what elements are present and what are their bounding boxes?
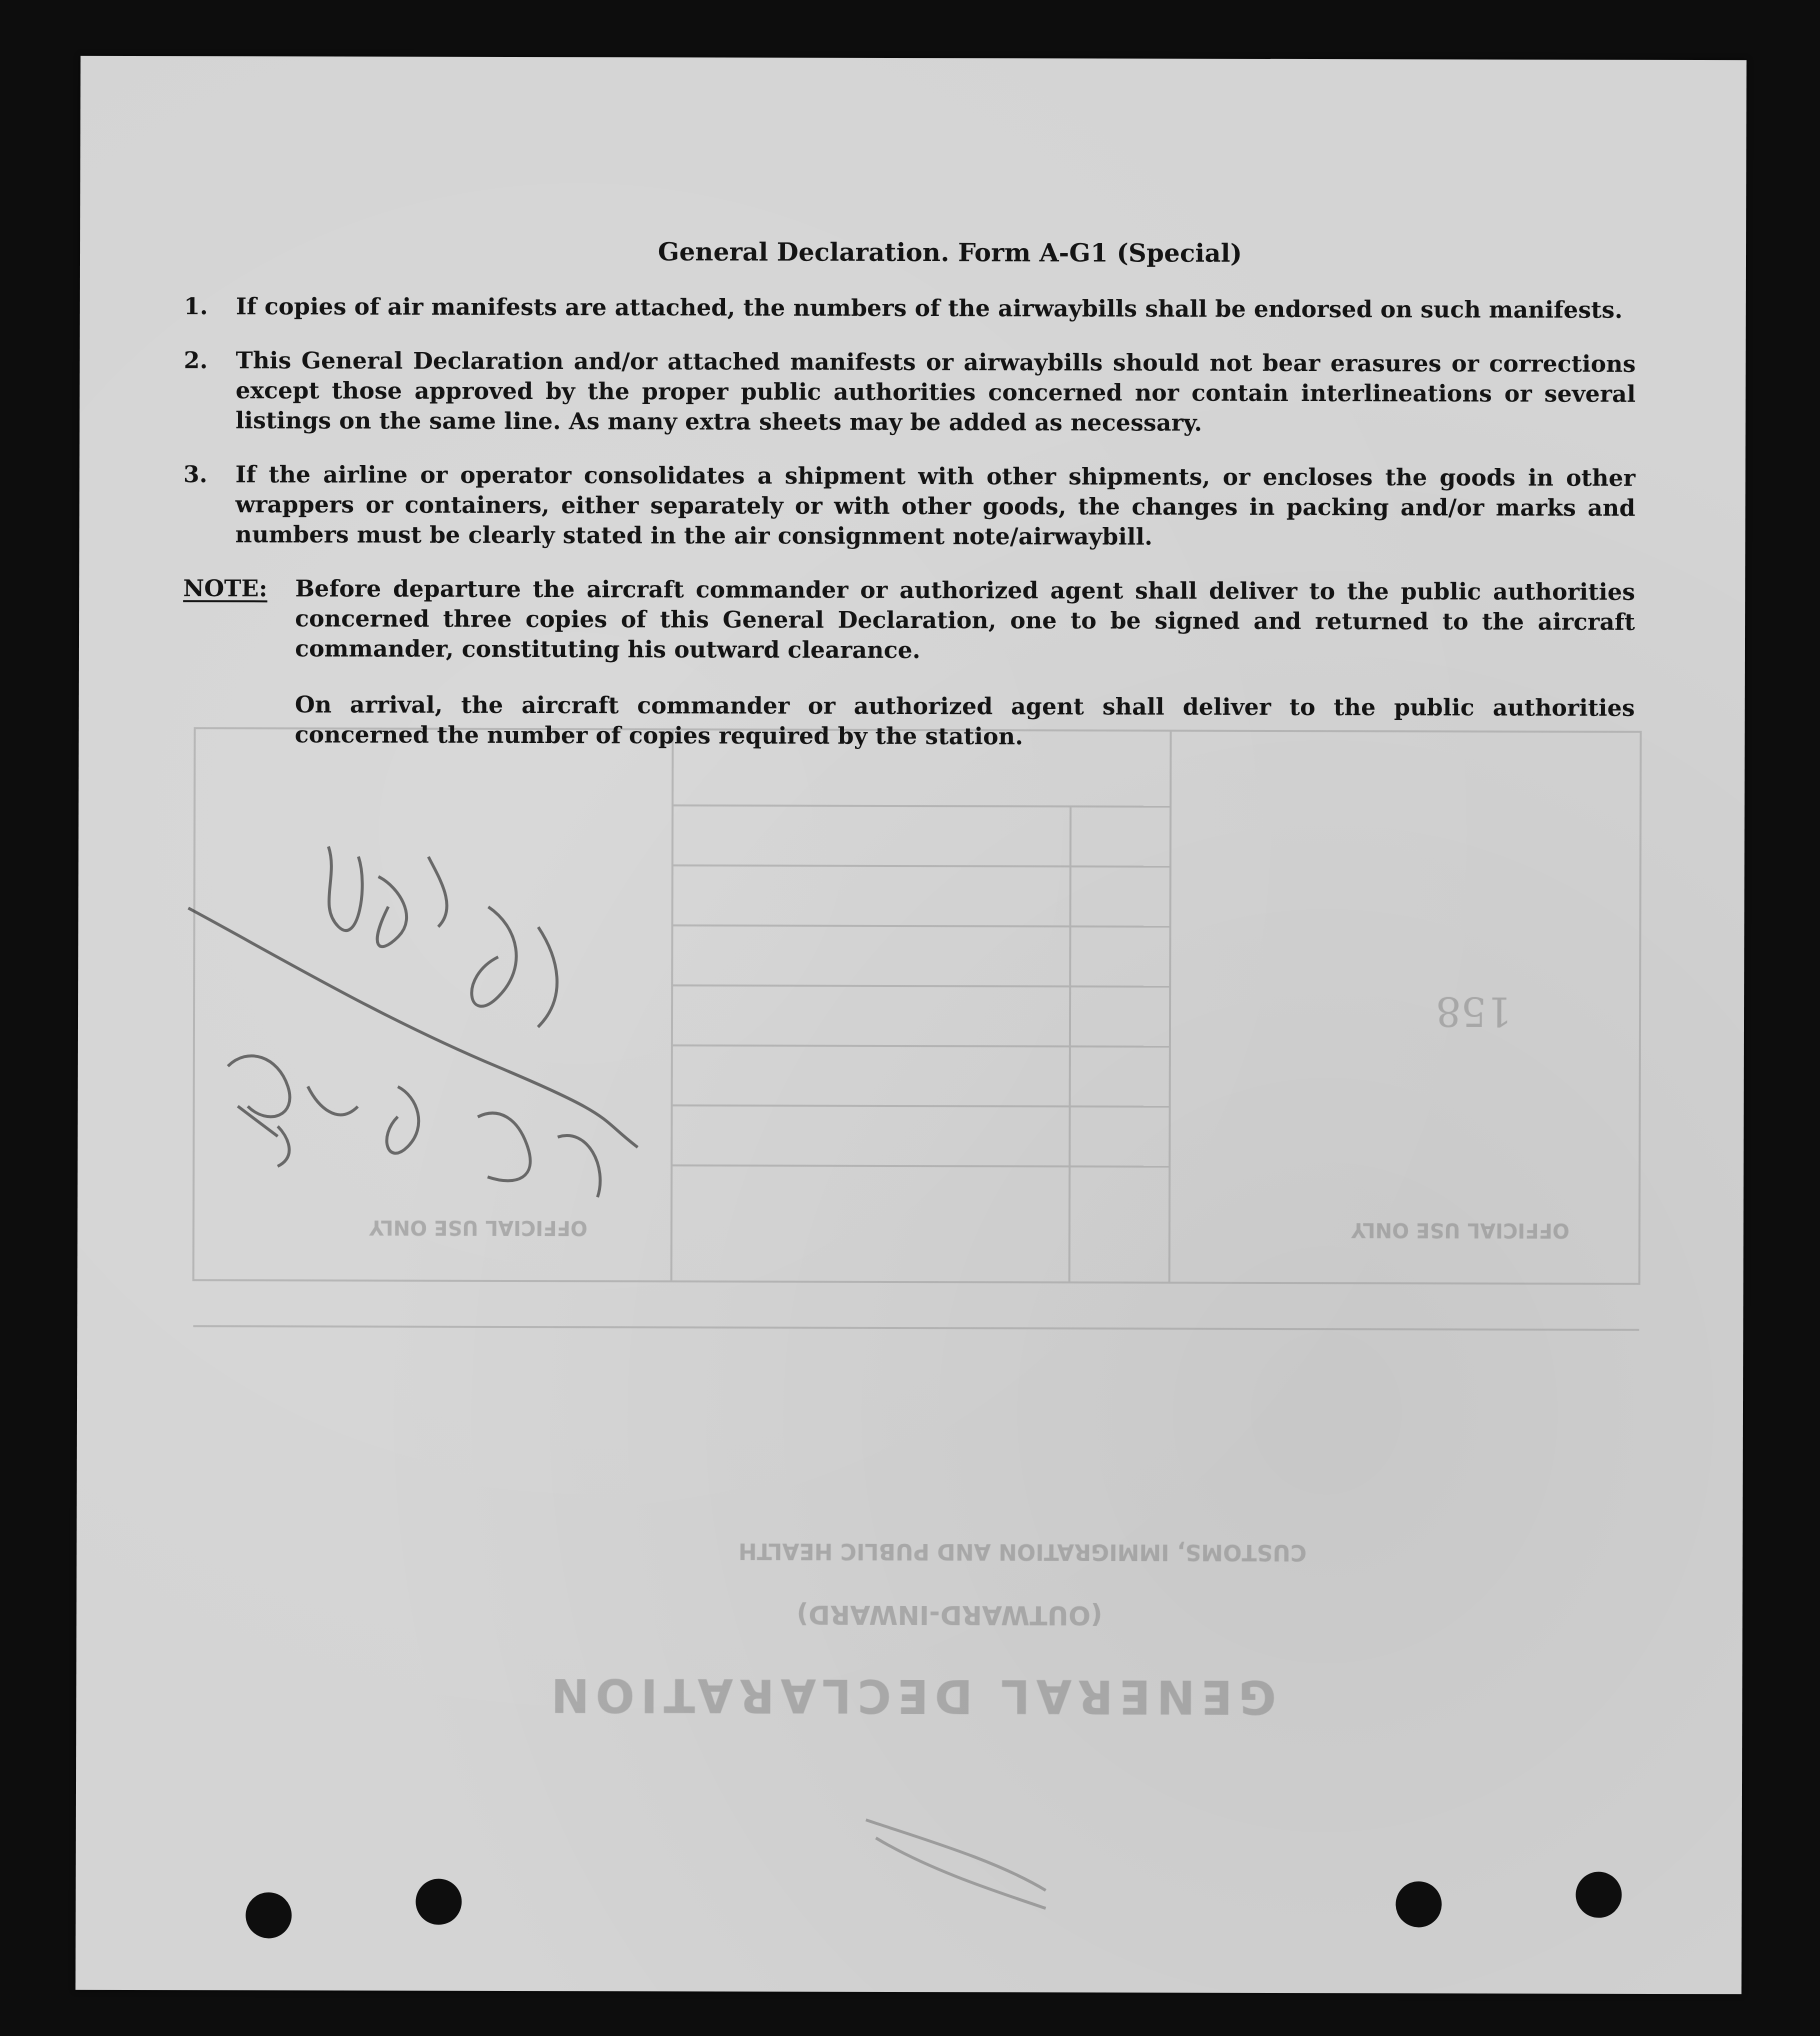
note-label: NOTE:	[183, 575, 268, 603]
bleed-line: CUSTOMS, IMMIGRATION AND PUBLIC HEALTH	[738, 1537, 1307, 1565]
note-paragraph-1: Before departure the aircraft commander or authorized agent shall deliver to the public authorities concerned three copies of this General Declaration, one to be signed and returned to the aircraft commander, constituting his outward clearance.	[294, 575, 1636, 665]
note-paragraph-2: On arrival, the aircraft commander or authorized agent shall deliver to the public authorities concerned the number of copies required by the station.	[294, 691, 1635, 751]
stamp-mark	[866, 1820, 1046, 1908]
bleed-subheading: (OUTWARD-INWARD)	[796, 1598, 1103, 1630]
bleed-official-right: OFFICIAL USE ONLY	[1351, 1218, 1570, 1243]
item-text: This General Declaration and/or attached manifests or airwaybills should not bear erasures or corrections except those approved by the proper public authorities concerned nor contain interlineations or several listings on the same line. As many extra sheets may be added as necessary.	[235, 347, 1636, 437]
item-text: If copies of air manifests are attached, the numbers of the airwaybills shall be endorsed on such manifests.	[235, 293, 1623, 324]
declaration-instructions	[183, 236, 1636, 754]
instruction-item	[183, 460, 1635, 554]
instruction-item	[184, 292, 1636, 326]
handwritten-signature	[188, 846, 639, 1197]
item-number: 1.	[183, 293, 208, 321]
bleed-heading: GENERAL DECLARATION	[544, 1668, 1277, 1724]
punch-hole	[246, 1892, 292, 1938]
bleed-official-left: OFFICIAL USE ONLY	[369, 1215, 588, 1241]
punch-hole	[416, 1879, 462, 1925]
document-title: General Declaration. Form A-G1 (Special)	[657, 237, 1243, 268]
paper-sheet	[75, 56, 1746, 1994]
instruction-item	[184, 346, 1636, 440]
item-number: 2.	[183, 347, 208, 375]
punch-hole	[1576, 1872, 1622, 1918]
punch-hole	[1396, 1881, 1442, 1927]
note-block	[183, 574, 1635, 668]
item-text: If the airline or operator consolidates a shipment with other shipments, or encloses the goods in other wrappers or containers, either separately or with other goods, the changes in packing and/or marks and numbers must be clearly stated in the air consignment note/airwaybill.	[235, 461, 1636, 551]
bleed-number: 158	[1435, 987, 1513, 1034]
item-number: 3.	[183, 461, 208, 489]
bleed-table-outline	[193, 728, 1640, 1284]
